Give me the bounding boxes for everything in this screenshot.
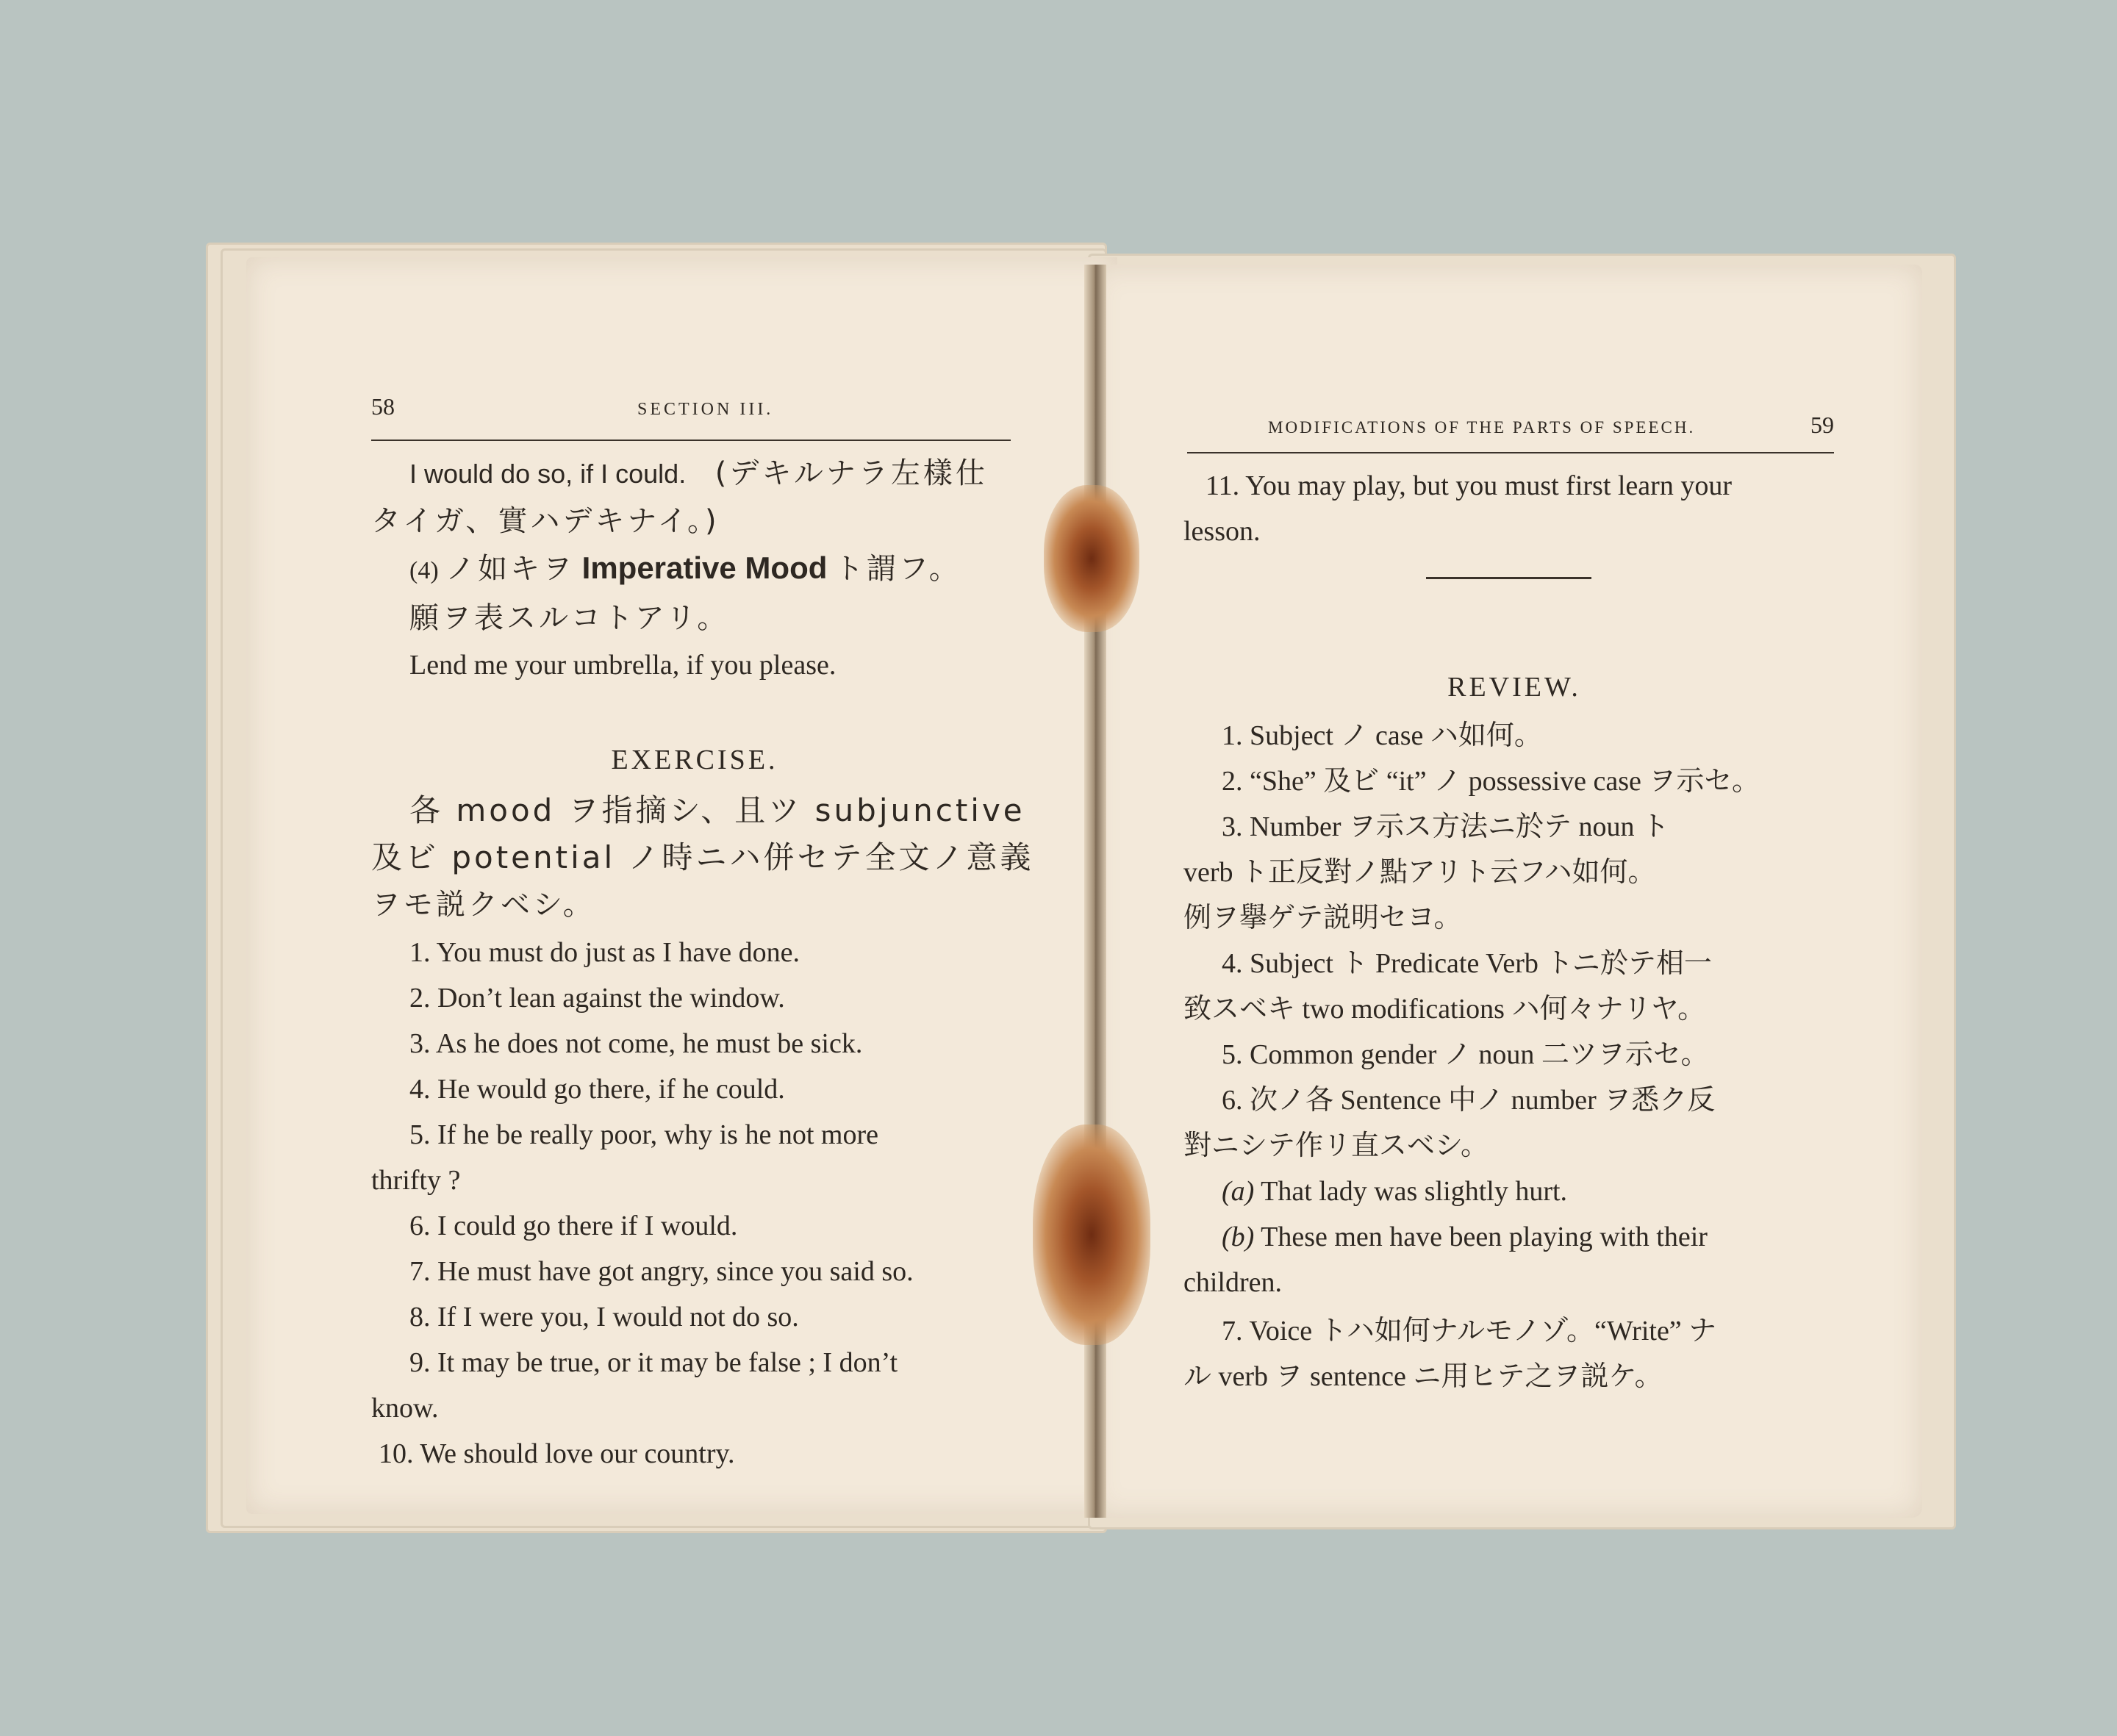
review-heading: REVIEW.: [1447, 672, 1581, 703]
header-rule-left: [371, 440, 1011, 441]
item-number: 8.: [409, 1302, 431, 1333]
item-number: 2.: [409, 983, 431, 1014]
review-item-continuation: ル verb ヲ sentence ニ用ヒテ之ヲ説ケ。: [1183, 1361, 1663, 1392]
item-text: He would go there, if he could.: [437, 1074, 785, 1105]
review-item: [1183, 713, 1845, 758]
review-list: [1183, 713, 1845, 1399]
lend-line: Lend me your umbrella, if you please.: [409, 650, 837, 681]
review-subitem: [1183, 1214, 1845, 1260]
list-item-continuation: thrifty ?: [371, 1165, 461, 1196]
review-item: [1183, 1032, 1845, 1077]
page-number-59: 59: [1810, 412, 1834, 438]
review-item: [1183, 941, 1845, 986]
item-number: 1.: [1222, 720, 1243, 751]
item-number: 6.: [409, 1210, 431, 1241]
right-page-header: [1187, 412, 1834, 439]
item-number: 5.: [1222, 1039, 1243, 1070]
item-text: Number ヲ示ス方法ニ於テ noun ト: [1250, 811, 1670, 842]
running-head-left: SECTION III.: [637, 400, 774, 419]
exercise-intro-3: ヲモ説クベシ。: [371, 888, 595, 922]
point-number: (4): [409, 557, 439, 584]
list-item: [371, 1294, 1018, 1340]
item-text: He must have got angry, since you said so.: [437, 1256, 914, 1287]
review-item: [1183, 804, 1845, 850]
list-item: [371, 1203, 1018, 1249]
imperative-mood-term: Imperative Mood: [581, 550, 828, 585]
list-item: [371, 1431, 1018, 1477]
example-en: I would do so, if I could.: [409, 459, 687, 489]
item-number: 4.: [409, 1074, 431, 1105]
item-text: Common gender ノ noun 二ツヲ示セ。: [1250, 1039, 1709, 1070]
item-text: We should love our country.: [420, 1438, 735, 1469]
item-number: 3.: [1222, 811, 1243, 842]
imperative-jp-b: ト謂フ。: [834, 552, 961, 586]
header-rule-right: [1187, 452, 1834, 453]
right-page: [1092, 265, 1922, 1518]
item-number: 10.: [379, 1438, 414, 1469]
item-letter: (a): [1222, 1176, 1255, 1207]
item-number: 1.: [409, 937, 431, 968]
list-item: [371, 1340, 1018, 1385]
review-item: [1183, 758, 1845, 804]
right-page-body: [1183, 463, 1845, 1399]
item-number: 7.: [1222, 1316, 1243, 1346]
imperative-jp-a: ノ如キヲ: [445, 552, 576, 586]
list-item: [371, 975, 1018, 1021]
item-number: 3.: [409, 1028, 431, 1059]
list-item: [371, 1066, 1018, 1112]
item-text: As he does not come, he must be sick.: [435, 1028, 863, 1059]
item-number: 11.: [1206, 470, 1240, 501]
item-number: 9.: [409, 1347, 431, 1378]
item-number: 5.: [409, 1119, 431, 1150]
item-11: [1183, 463, 1845, 509]
item-11-continuation: lesson.: [1183, 516, 1261, 547]
item-text: It may be true, or it may be false ; I don’t: [437, 1347, 898, 1378]
item-number: 2.: [1222, 766, 1243, 797]
translation-line: タイガ、實ハデキナイ。): [371, 504, 720, 538]
item-text: If he be really poor, why is he not more: [437, 1119, 878, 1150]
item-text: These men have been playing with their: [1261, 1222, 1708, 1252]
example-jp: (デキルナラ左樣仕: [714, 456, 988, 490]
imperative-line: [371, 545, 1018, 595]
review-item-continuation: verb ト正反對ノ點アリト云フハ如何。: [1183, 857, 1656, 888]
binding-stain-lower: [1033, 1125, 1150, 1345]
wish-line: 願ヲ表スルコトアリ。: [409, 601, 730, 635]
running-head-right: MODIFICATIONS OF THE PARTS OF SPEECH.: [1268, 418, 1696, 437]
list-item: [371, 1021, 1018, 1066]
item-text: Subject ト Predicate Verb トニ於テ相一: [1250, 948, 1712, 979]
review-item-continuation: 對ニシテ作リ直スベシ。: [1183, 1130, 1489, 1161]
list-item: [371, 930, 1018, 975]
item-text: I could go there if I would.: [437, 1210, 738, 1241]
item-text: You may play, but you must first learn your: [1245, 470, 1732, 501]
item-text: 次ノ各 Sentence 中ノ number ヲ悉ク反: [1250, 1085, 1716, 1116]
item-text: Subject ノ case ハ如何。: [1250, 720, 1542, 751]
left-page-header: [371, 393, 1011, 420]
item-letter: (b): [1222, 1222, 1255, 1252]
exercise-heading: EXERCISE.: [611, 745, 778, 775]
list-item: [371, 1112, 1018, 1158]
list-item: [371, 1249, 1018, 1294]
item-text: That lady was slightly hurt.: [1261, 1176, 1568, 1207]
item-number: 6.: [1222, 1085, 1243, 1116]
review-item: [1183, 1308, 1845, 1354]
review-item: [1183, 1077, 1845, 1123]
item-text: “She” 及ビ “it” ノ possessive case ヲ示セ。: [1250, 766, 1760, 797]
section-divider: [1426, 577, 1591, 579]
review-item-continuation: 致スベキ two modifications ハ何々ナリヤ。: [1183, 994, 1706, 1025]
example-line: [371, 450, 1018, 498]
open-book: [206, 243, 1955, 1529]
exercise-intro-1: 各 mood ヲ指摘シ、且ツ subjunctive: [409, 792, 1025, 828]
exercise-list: [371, 930, 1018, 1477]
list-item-continuation: know.: [371, 1393, 439, 1424]
binding-stain-upper: [1044, 485, 1139, 632]
left-page-body: [371, 450, 1034, 1477]
item-text: Don’t lean against the window.: [437, 983, 785, 1014]
item-number: 7.: [409, 1256, 431, 1287]
review-subitem: [1183, 1169, 1845, 1214]
review-item-continuation: 例ヲ擧ゲテ説明セヨ。: [1183, 903, 1462, 933]
left-page: [246, 257, 1117, 1514]
item-text: You must do just as I have done.: [436, 937, 800, 968]
item-text: If I were you, I would not do so.: [437, 1302, 799, 1333]
item-number: 4.: [1222, 948, 1243, 979]
item-text: Voice トハ如何ナルモノゾ。“Write” ナ: [1249, 1316, 1717, 1346]
review-item-continuation: children.: [1183, 1267, 1283, 1298]
page-number-58: 58: [371, 393, 395, 420]
exercise-intro-2: 及ビ potential ノ時ニハ併セテ全文ノ意義: [371, 839, 1034, 875]
